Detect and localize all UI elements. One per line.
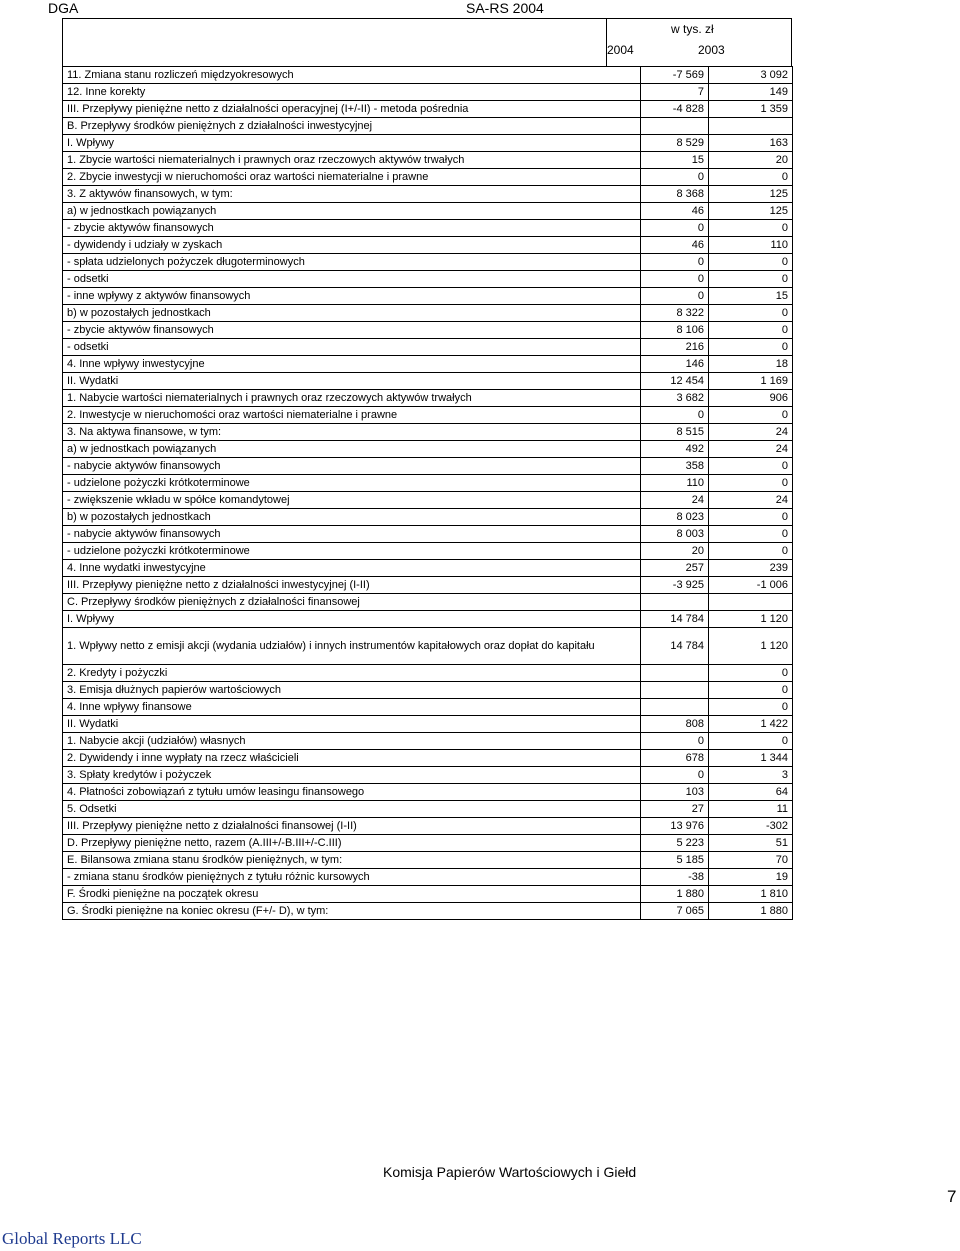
row-label: 3. Na aktywa finansowe, w tym: <box>63 424 641 441</box>
row-label: III. Przepływy pieniężne netto z działalności finansowej (I-II) <box>63 818 641 835</box>
row-value-year2: 70 <box>709 852 793 869</box>
row-value-year2: 0 <box>709 254 793 271</box>
table-row <box>63 152 793 169</box>
table-row <box>63 577 793 594</box>
row-value-year2: 20 <box>709 152 793 169</box>
row-label: - odsetki <box>63 271 641 288</box>
row-label: - inne wpływy z aktywów finansowych <box>63 288 641 305</box>
row-value-year1: 3 682 <box>641 390 709 407</box>
table-row <box>63 305 793 322</box>
table-row <box>63 101 793 118</box>
table-row <box>63 852 793 869</box>
row-value-year1: 14 784 <box>641 611 709 628</box>
row-value-year2: 18 <box>709 356 793 373</box>
table-row <box>63 356 793 373</box>
row-label: III. Przepływy pieniężne netto z działalności inwestycyjnej (I-II) <box>63 577 641 594</box>
row-label: a) w jednostkach powiązanych <box>63 203 641 220</box>
row-value-year2: 1 359 <box>709 101 793 118</box>
row-value-year1: -7 569 <box>641 67 709 84</box>
row-value-year1: 8 368 <box>641 186 709 203</box>
table-row <box>63 526 793 543</box>
row-value-year1: 7 <box>641 84 709 101</box>
table-row <box>63 135 793 152</box>
row-value-year2: -1 006 <box>709 577 793 594</box>
row-label: a) w jednostkach powiązanych <box>63 441 641 458</box>
row-label: 1. Nabycie akcji (udziałów) własnych <box>63 733 641 750</box>
row-value-year1: 110 <box>641 475 709 492</box>
row-label: I. Wpływy <box>63 611 641 628</box>
row-value-year1 <box>641 665 709 682</box>
row-value-year2: 239 <box>709 560 793 577</box>
row-label: - zmiana stanu środków pieniężnych z tytułu różnic kursowych <box>63 869 641 886</box>
table-row <box>63 254 793 271</box>
row-value-year2: 0 <box>709 509 793 526</box>
row-value-year2: 3 <box>709 767 793 784</box>
row-value-year2: 1 422 <box>709 716 793 733</box>
column-header-year2: 2003 <box>698 43 725 57</box>
row-value-year1: -3 925 <box>641 577 709 594</box>
row-value-year1: 5 185 <box>641 852 709 869</box>
row-value-year1: 216 <box>641 339 709 356</box>
row-value-year1: -4 828 <box>641 101 709 118</box>
table-row <box>63 560 793 577</box>
row-value-year2: 906 <box>709 390 793 407</box>
row-value-year1: 0 <box>641 733 709 750</box>
table-row <box>63 475 793 492</box>
row-value-year2: 0 <box>709 339 793 356</box>
table-row <box>63 203 793 220</box>
row-value-year2: 1 880 <box>709 903 793 920</box>
row-label: 3. Emisja dłużnych papierów wartościowych <box>63 682 641 699</box>
table-row <box>63 220 793 237</box>
row-value-year1 <box>641 594 709 611</box>
row-value-year2: 1 120 <box>709 611 793 628</box>
row-value-year2: 0 <box>709 220 793 237</box>
row-label: 4. Inne wpływy inwestycyjne <box>63 356 641 373</box>
row-value-year1: 46 <box>641 203 709 220</box>
row-label: I. Wpływy <box>63 135 641 152</box>
table-row <box>63 288 793 305</box>
row-label: II. Wydatki <box>63 373 641 390</box>
page-number: 7 <box>947 1187 957 1206</box>
row-value-year1: 0 <box>641 288 709 305</box>
row-label: E. Bilansowa zmiana stanu środków pieniężnych, w tym: <box>63 852 641 869</box>
row-value-year1: 15 <box>641 152 709 169</box>
row-label: 4. Inne wpływy finansowe <box>63 699 641 716</box>
row-value-year2: 125 <box>709 203 793 220</box>
row-value-year1: 8 322 <box>641 305 709 322</box>
table-row <box>63 84 793 101</box>
row-value-year2: 19 <box>709 869 793 886</box>
table-row <box>63 699 793 716</box>
row-value-year1: 257 <box>641 560 709 577</box>
row-value-year1: 678 <box>641 750 709 767</box>
row-value-year1: 8 515 <box>641 424 709 441</box>
row-value-year1: -38 <box>641 869 709 886</box>
row-value-year1: 24 <box>641 492 709 509</box>
table-row <box>63 611 793 628</box>
row-value-year2: 0 <box>709 682 793 699</box>
row-value-year1: 12 454 <box>641 373 709 390</box>
unit-label: w tys. zł <box>671 22 714 36</box>
header-center: SA-RS 2004 <box>466 0 544 16</box>
table-row <box>63 390 793 407</box>
brand-logo: Global Reports LLC <box>2 1229 142 1248</box>
row-label: 1. Zbycie wartości niematerialnych i prawnych oraz rzeczowych aktywów trwałych <box>63 152 641 169</box>
row-value-year1: 0 <box>641 254 709 271</box>
row-value-year1: 8 023 <box>641 509 709 526</box>
row-label: 4. Inne wydatki inwestycyjne <box>63 560 641 577</box>
row-value-year2: 0 <box>709 271 793 288</box>
table-row <box>63 543 793 560</box>
row-value-year2 <box>709 118 793 135</box>
table-row <box>63 886 793 903</box>
row-value-year2: 1 169 <box>709 373 793 390</box>
row-value-year2: 24 <box>709 441 793 458</box>
table-row <box>63 818 793 835</box>
row-label: G. Środki pieniężne na koniec okresu (F+/- D), w tym: <box>63 903 641 920</box>
table-row <box>63 801 793 818</box>
row-label: - nabycie aktywów finansowych <box>63 526 641 543</box>
row-label: - odsetki <box>63 339 641 356</box>
table-row <box>63 784 793 801</box>
table-row <box>63 441 793 458</box>
row-value-year2: 125 <box>709 186 793 203</box>
row-value-year2: 1 810 <box>709 886 793 903</box>
table-row <box>63 665 793 682</box>
row-value-year2: 0 <box>709 699 793 716</box>
table-row <box>63 750 793 767</box>
row-value-year1 <box>641 682 709 699</box>
row-value-year1: 8 003 <box>641 526 709 543</box>
row-value-year2: 24 <box>709 492 793 509</box>
row-value-year2: 0 <box>709 458 793 475</box>
cash-flow-table <box>62 66 793 920</box>
footer-text: Komisja Papierów Wartościowych i Giełd <box>383 1164 637 1180</box>
table-row <box>63 869 793 886</box>
row-value-year2: 51 <box>709 835 793 852</box>
header-left: DGA <box>48 0 79 16</box>
row-value-year1: 358 <box>641 458 709 475</box>
row-value-year1: 0 <box>641 767 709 784</box>
row-label: 1. Nabycie wartości niematerialnych i prawnych oraz rzeczowych aktywów trwałych <box>63 390 641 407</box>
row-label: III. Przepływy pieniężne netto z działalności operacyjnej (I+/-II) - metoda pośrednia <box>63 101 641 118</box>
row-value-year2: 0 <box>709 475 793 492</box>
row-value-year2: 1 344 <box>709 750 793 767</box>
row-value-year2: 110 <box>709 237 793 254</box>
row-label: - zbycie aktywów finansowych <box>63 220 641 237</box>
table-row <box>63 237 793 254</box>
table-row <box>63 835 793 852</box>
table-row <box>63 169 793 186</box>
row-value-year1: 14 784 <box>641 628 709 665</box>
row-label: 5. Odsetki <box>63 801 641 818</box>
column-header-year1: 2004 <box>607 43 634 57</box>
row-value-year1: 46 <box>641 237 709 254</box>
row-value-year2: 0 <box>709 526 793 543</box>
row-value-year2: 24 <box>709 424 793 441</box>
row-label: - nabycie aktywów finansowych <box>63 458 641 475</box>
row-value-year1: 5 223 <box>641 835 709 852</box>
row-label: 2. Kredyty i pożyczki <box>63 665 641 682</box>
row-value-year1: 0 <box>641 169 709 186</box>
row-label: F. Środki pieniężne na początek okresu <box>63 886 641 903</box>
row-value-year1 <box>641 699 709 716</box>
row-value-year2 <box>709 594 793 611</box>
row-value-year1: 7 065 <box>641 903 709 920</box>
row-value-year1: 13 976 <box>641 818 709 835</box>
row-value-year1: 20 <box>641 543 709 560</box>
table-row <box>63 67 793 84</box>
row-value-year1: 1 880 <box>641 886 709 903</box>
table-row <box>63 594 793 611</box>
row-label: b) w pozostałych jednostkach <box>63 305 641 322</box>
row-value-year2: 3 092 <box>709 67 793 84</box>
row-label: 2. Dywidendy i inne wypłaty na rzecz właścicieli <box>63 750 641 767</box>
row-label: - dywidendy i udziały w zyskach <box>63 237 641 254</box>
row-value-year2: 0 <box>709 407 793 424</box>
table-row <box>63 373 793 390</box>
row-label: 3. Spłaty kredytów i pożyczek <box>63 767 641 784</box>
table-row <box>63 509 793 526</box>
row-value-year2: 0 <box>709 665 793 682</box>
row-value-year2: 0 <box>709 305 793 322</box>
row-label: 4. Płatności zobowiązań z tytułu umów leasingu finansowego <box>63 784 641 801</box>
table-row <box>63 733 793 750</box>
row-label: 12. Inne korekty <box>63 84 641 101</box>
row-value-year1: 8 529 <box>641 135 709 152</box>
row-value-year2: 0 <box>709 543 793 560</box>
row-value-year2: 15 <box>709 288 793 305</box>
row-value-year1: 808 <box>641 716 709 733</box>
row-value-year1: 0 <box>641 220 709 237</box>
row-label: 1. Wpływy netto z emisji akcji (wydania udziałów) i innych instrumentów kapitałowych oraz dopłat do kapitału <box>63 628 641 665</box>
row-label: B. Przepływy środków pieniężnych z działalności inwestycyjnej <box>63 118 641 135</box>
row-label: 11. Zmiana stanu rozliczeń międzyokresowych <box>63 67 641 84</box>
table-row <box>63 118 793 135</box>
table-row <box>63 628 793 665</box>
table-row <box>63 716 793 733</box>
table-row <box>63 322 793 339</box>
row-value-year1: 8 106 <box>641 322 709 339</box>
row-value-year2: 163 <box>709 135 793 152</box>
row-value-year2: 0 <box>709 322 793 339</box>
row-value-year2: 11 <box>709 801 793 818</box>
row-label: - udzielone pożyczki krótkoterminowe <box>63 475 641 492</box>
table-row <box>63 271 793 288</box>
row-label: 2. Inwestycje w nieruchomości oraz wartości niematerialne i prawne <box>63 407 641 424</box>
row-label: 3. Z aktywów finansowych, w tym: <box>63 186 641 203</box>
table-row <box>63 186 793 203</box>
table-row <box>63 339 793 356</box>
row-label: C. Przepływy środków pieniężnych z działalności finansowej <box>63 594 641 611</box>
table-row <box>63 767 793 784</box>
table-row <box>63 424 793 441</box>
row-value-year1 <box>641 118 709 135</box>
table-row <box>63 903 793 920</box>
table-header-divider <box>606 18 607 66</box>
row-label: D. Przepływy pieniężne netto, razem (A.III+/-B.III+/-C.III) <box>63 835 641 852</box>
row-label: II. Wydatki <box>63 716 641 733</box>
row-value-year2: 149 <box>709 84 793 101</box>
row-label: - zbycie aktywów finansowych <box>63 322 641 339</box>
row-value-year2: 0 <box>709 169 793 186</box>
row-value-year2: 64 <box>709 784 793 801</box>
table-row <box>63 407 793 424</box>
row-value-year2: -302 <box>709 818 793 835</box>
row-label: - udzielone pożyczki krótkoterminowe <box>63 543 641 560</box>
row-label: 2. Zbycie inwestycji w nieruchomości oraz wartości niematerialne i prawne <box>63 169 641 186</box>
row-label: b) w pozostałych jednostkach <box>63 509 641 526</box>
row-label: - zwiększenie wkładu w spółce komandytowej <box>63 492 641 509</box>
row-value-year1: 492 <box>641 441 709 458</box>
table-row <box>63 458 793 475</box>
row-value-year1: 103 <box>641 784 709 801</box>
row-value-year1: 0 <box>641 271 709 288</box>
table-row <box>63 682 793 699</box>
row-label: - spłata udzielonych pożyczek długoterminowych <box>63 254 641 271</box>
row-value-year1: 146 <box>641 356 709 373</box>
row-value-year1: 0 <box>641 407 709 424</box>
row-value-year2: 1 120 <box>709 628 793 665</box>
table-row <box>63 492 793 509</box>
row-value-year1: 27 <box>641 801 709 818</box>
row-value-year2: 0 <box>709 733 793 750</box>
